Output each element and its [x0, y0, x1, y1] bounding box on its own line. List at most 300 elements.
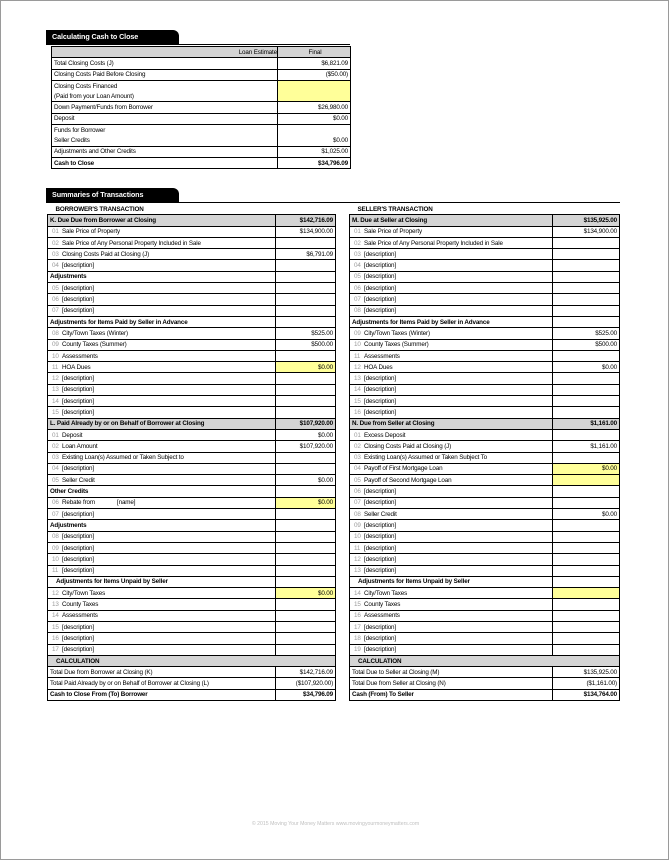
line-label: Closing Costs Paid at Closing (J) — [364, 442, 452, 450]
table-row — [48, 554, 336, 565]
line-value: $0.00 — [276, 429, 336, 440]
table-row — [350, 531, 620, 542]
table-row — [48, 475, 336, 486]
line-number: 01 — [52, 228, 59, 236]
line-label: [description] — [364, 499, 397, 507]
table-row — [48, 373, 336, 384]
line-label: [description] — [62, 296, 95, 304]
line-label: Assessments — [62, 352, 98, 360]
line-label: [description] — [364, 555, 397, 563]
table-row: Seller Credits $0.00 — [52, 135, 351, 146]
line-value — [553, 271, 620, 282]
table-row: Cash to Close $34,796.09 — [52, 157, 351, 168]
table-row — [48, 486, 336, 497]
table-row — [350, 283, 620, 294]
line-value — [553, 407, 620, 418]
line-label: [description] — [62, 567, 95, 575]
subsection-label: Adjustments — [48, 271, 276, 282]
calculation-label: Total Paid Already by or on Behalf of Borrower at Closing (L) — [48, 678, 276, 689]
table-row: Total Closing Costs (J) $6,821.09 — [52, 58, 351, 69]
table-row — [48, 689, 336, 700]
table-row — [350, 305, 620, 316]
line-number: 02 — [354, 442, 361, 450]
line-number: 06 — [52, 499, 59, 507]
table-row — [48, 204, 336, 215]
table-row — [350, 565, 620, 576]
transaction-title: BORROWER'S TRANSACTION — [55, 205, 144, 213]
subsection-label: Adjustments for Items Paid by Seller in Advance — [350, 316, 553, 327]
line-number: 07 — [354, 296, 361, 304]
table-row — [48, 520, 336, 531]
line-value — [553, 633, 620, 644]
section-header-total: $1,161.00 — [553, 418, 620, 429]
line-label: City/Town Taxes — [364, 589, 408, 597]
line-label: Payoff of Second Mortgage Loan — [364, 476, 452, 484]
table-row — [350, 294, 620, 305]
line-value — [553, 599, 620, 610]
line-number: 15 — [52, 408, 59, 416]
line-label: Sale Price of Property — [364, 228, 422, 236]
line-value[interactable] — [553, 475, 620, 486]
line-label: [description] — [364, 284, 397, 292]
line-label: [description] — [62, 646, 95, 654]
line-value — [553, 305, 620, 316]
table-row — [48, 497, 336, 508]
line-number: 17 — [52, 646, 59, 654]
section-header-label: N. Due from Seller at Closing — [350, 418, 553, 429]
line-label: [description] — [364, 262, 397, 270]
line-value: $134,900.00 — [276, 226, 336, 237]
calculation-label: Total Due from Borrower at Closing (K) — [48, 667, 276, 678]
table-row: Closing Costs Financed — [52, 80, 351, 91]
table-row — [350, 316, 620, 327]
line-number: 14 — [354, 386, 361, 394]
line-label: HOA Dues — [364, 363, 393, 371]
line-label: Deposit — [62, 431, 83, 439]
line-number: 18 — [354, 634, 361, 642]
line-value: $0.00 — [553, 362, 620, 373]
summaries-header: Summaries of Transactions — [46, 188, 179, 202]
line-number: 06 — [354, 488, 361, 496]
section-header-total: $135,925.00 — [553, 215, 620, 226]
line-number: 11 — [52, 567, 59, 575]
table-row — [48, 621, 336, 632]
line-value — [553, 610, 620, 621]
line-value[interactable]: $0.00 — [276, 362, 336, 373]
line-label: Seller Credit — [62, 476, 95, 484]
line-label: [description] — [364, 386, 397, 394]
line-value — [276, 531, 336, 542]
line-label: [description] — [364, 375, 397, 383]
table-row — [350, 407, 620, 418]
line-number: 17 — [354, 623, 361, 631]
line-value — [553, 396, 620, 407]
line-number: 02 — [52, 442, 59, 450]
table-row — [48, 633, 336, 644]
line-label: [description] — [62, 307, 95, 315]
line-number: 16 — [354, 408, 361, 416]
table-row — [350, 339, 620, 350]
table-row — [350, 204, 620, 215]
line-label: Loan Amount — [62, 442, 98, 450]
line-number: 12 — [354, 555, 361, 563]
line-number: 03 — [354, 250, 361, 258]
calculation-label: Cash to Close From (To) Borrower — [48, 689, 276, 700]
line-label: [description] — [62, 284, 95, 292]
line-label: [description] — [62, 634, 95, 642]
line-value: $107,920.00 — [276, 441, 336, 452]
line-number: 05 — [354, 476, 361, 484]
line-number: 12 — [52, 589, 59, 597]
table-row — [48, 610, 336, 621]
table-row — [350, 429, 620, 440]
table-row: Deposit $0.00 — [52, 113, 351, 124]
line-value — [276, 396, 336, 407]
line-value — [553, 486, 620, 497]
line-value — [276, 565, 336, 576]
line-label: [description] — [62, 555, 95, 563]
line-number: 14 — [52, 397, 59, 405]
table-row — [48, 339, 336, 350]
line-label: [description] — [364, 307, 397, 315]
subsection-label: Adjustments for Items Unpaid by Seller — [48, 576, 276, 587]
table-row — [350, 599, 620, 610]
line-label: Assessments — [364, 352, 400, 360]
line-value: $134,900.00 — [553, 226, 620, 237]
line-label: Excess Deposit — [364, 431, 406, 439]
line-label: [description] — [364, 623, 397, 631]
seller-transaction-table — [349, 204, 620, 701]
line-number: 10 — [52, 352, 59, 360]
table-row — [48, 328, 336, 339]
subsection-label: Other Credits — [48, 486, 276, 497]
table-row — [350, 271, 620, 282]
line-number: 13 — [354, 567, 361, 575]
table-row — [48, 362, 336, 373]
line-value: $500.00 — [276, 339, 336, 350]
line-label: [description] — [62, 375, 95, 383]
line-label: Sale Price of Property — [62, 228, 120, 236]
line-label: County Taxes — [62, 601, 99, 609]
table-row — [48, 294, 336, 305]
line-value — [276, 599, 336, 610]
line-label: City/Town Taxes (Winter) — [62, 329, 128, 337]
table-row — [48, 452, 336, 463]
line-value — [276, 554, 336, 565]
line-number: 09 — [52, 544, 59, 552]
subsection-label: Adjustments — [48, 520, 276, 531]
table-row — [48, 429, 336, 440]
cash-to-close-header: Calculating Cash to Close — [46, 30, 179, 44]
line-label: [description] — [62, 386, 95, 394]
line-label: County Taxes (Summer) — [62, 341, 127, 349]
line-label: [description] — [62, 262, 95, 270]
line-number: 08 — [52, 329, 59, 337]
line-label: [description] — [364, 521, 397, 529]
line-value — [553, 554, 620, 565]
line-number: 16 — [52, 634, 59, 642]
transaction-title: SELLER'S TRANSACTION — [357, 205, 433, 213]
line-value — [553, 452, 620, 463]
line-number: 05 — [354, 273, 361, 281]
line-number: 16 — [354, 612, 361, 620]
line-value: $525.00 — [276, 328, 336, 339]
table-row — [350, 237, 620, 248]
table-row — [48, 667, 336, 678]
line-value — [553, 429, 620, 440]
line-number: 05 — [52, 284, 59, 292]
table-row — [48, 283, 336, 294]
line-label: County Taxes — [364, 601, 401, 609]
line-number: 07 — [52, 307, 59, 315]
line-value — [553, 520, 620, 531]
footer-text: © 2015 Moving Your Money Matters www.movingyourmoneymatters.com — [251, 821, 420, 827]
line-value[interactable]: $0.00 — [553, 463, 620, 474]
table-row — [350, 396, 620, 407]
line-label: [description] — [364, 296, 397, 304]
line-number: 01 — [354, 228, 361, 236]
table-row — [48, 226, 336, 237]
line-value — [553, 497, 620, 508]
line-number: 08 — [354, 307, 361, 315]
line-value: $0.00 — [553, 509, 620, 520]
line-value — [553, 249, 620, 260]
line-value[interactable] — [553, 588, 620, 599]
line-value — [276, 452, 336, 463]
table-row — [350, 667, 620, 678]
table-row — [350, 486, 620, 497]
col-final: Final — [278, 47, 351, 58]
table-row — [48, 644, 336, 655]
table-row — [48, 441, 336, 452]
calculation-value: $34,796.09 — [276, 689, 336, 700]
table-row: Closing Costs Paid Before Closing ($50.00) — [52, 69, 351, 80]
line-number: 13 — [354, 375, 361, 383]
line-number: 05 — [52, 476, 59, 484]
table-row: (Paid from your Loan Amount) — [52, 91, 351, 102]
line-value — [276, 542, 336, 553]
line-number: 15 — [52, 623, 59, 631]
line-label: [description] — [62, 408, 95, 416]
calculation-value: $142,716.09 — [276, 667, 336, 678]
table-row — [48, 509, 336, 520]
line-value: $6,791.09 — [276, 249, 336, 260]
line-label: [description] — [364, 408, 397, 416]
calculation-label: Total Due to Seller at Closing (M) — [350, 667, 553, 678]
calculation-value: ($107,920.00) — [276, 678, 336, 689]
cash-to-close-rule — [46, 44, 350, 45]
line-number: 14 — [354, 589, 361, 597]
line-number: 03 — [354, 454, 361, 462]
table-row — [350, 418, 620, 429]
table-row — [48, 576, 336, 587]
table-row — [350, 452, 620, 463]
table-row — [48, 542, 336, 553]
table-row — [350, 497, 620, 508]
line-value — [553, 350, 620, 361]
table-row: Down Payment/Funds from Borrower $26,980.00 — [52, 102, 351, 113]
line-value — [553, 373, 620, 384]
line-value — [276, 610, 336, 621]
line-label: Assessments — [364, 612, 400, 620]
line-number: 15 — [354, 397, 361, 405]
financed-input[interactable] — [278, 80, 351, 102]
line-number: 10 — [354, 341, 361, 349]
table-row — [48, 588, 336, 599]
line-value: $1,161.00 — [553, 441, 620, 452]
line-value — [553, 237, 620, 248]
table-row — [350, 689, 620, 700]
line-label: Existing Loan(s) Assumed or Taken Subject To — [364, 454, 488, 462]
line-value — [276, 350, 336, 361]
line-number: 11 — [354, 352, 361, 360]
line-number: 01 — [52, 431, 59, 439]
line-value — [276, 237, 336, 248]
table-row — [350, 588, 620, 599]
line-value: $0.00 — [276, 475, 336, 486]
line-label: City/Town Taxes — [62, 589, 106, 597]
table-row — [350, 475, 620, 486]
calculation-value: ($1,161.00) — [553, 678, 620, 689]
rebate-name: [name] — [117, 499, 136, 507]
line-value — [276, 509, 336, 520]
line-number: 11 — [52, 363, 59, 371]
calculation-label: Cash (From) To Seller — [350, 689, 553, 700]
table-row — [350, 576, 620, 587]
line-value — [553, 565, 620, 576]
table-row — [350, 215, 620, 226]
table-row — [350, 678, 620, 689]
line-number: 02 — [354, 239, 361, 247]
table-row — [48, 655, 336, 666]
table-row — [48, 237, 336, 248]
borrower-transaction-table — [47, 204, 336, 701]
line-value — [553, 542, 620, 553]
line-number: 12 — [354, 363, 361, 371]
table-row — [350, 621, 620, 632]
line-number: 08 — [52, 533, 59, 541]
line-value — [276, 260, 336, 271]
line-number: 04 — [52, 262, 59, 270]
table-row — [48, 599, 336, 610]
table-row — [48, 316, 336, 327]
line-number: 14 — [52, 612, 59, 620]
line-label: Payoff of First Mortgage Loan — [364, 465, 443, 473]
line-value: $500.00 — [553, 339, 620, 350]
line-label: County Taxes (Summer) — [364, 341, 429, 349]
section-header-total: $107,920.00 — [276, 418, 336, 429]
table-row — [350, 633, 620, 644]
table-row — [350, 655, 620, 666]
line-label: [description] — [364, 273, 397, 281]
line-number: 12 — [52, 375, 59, 383]
calculation-value: $134,764.00 — [553, 689, 620, 700]
line-value — [276, 294, 336, 305]
section-header-label: M. Due at Seller at Closing — [350, 215, 553, 226]
line-label: [description] — [62, 544, 95, 552]
line-number: 01 — [354, 431, 361, 439]
line-value[interactable]: $0.00 — [276, 497, 336, 508]
line-value — [276, 407, 336, 418]
table-row — [350, 384, 620, 395]
line-value: $525.00 — [553, 328, 620, 339]
line-number: 06 — [52, 296, 59, 304]
line-number: 11 — [354, 544, 361, 552]
table-row — [350, 610, 620, 621]
table-row — [48, 260, 336, 271]
line-label: [description] — [364, 397, 397, 405]
table-row: Adjustments and Other Credits $1,025.00 — [52, 146, 351, 157]
line-value — [276, 644, 336, 655]
line-value[interactable]: $0.00 — [276, 588, 336, 599]
line-value — [276, 633, 336, 644]
subsection-label: Adjustments for Items Unpaid by Seller — [350, 576, 553, 587]
line-label: City/Town Taxes (Winter) — [364, 329, 430, 337]
line-label: [description] — [364, 250, 397, 258]
table-row — [48, 271, 336, 282]
table-row — [48, 463, 336, 474]
line-number: 09 — [354, 521, 361, 529]
subsection-label: Adjustments for Items Paid by Seller in Advance — [48, 316, 276, 327]
table-row — [48, 215, 336, 226]
line-label: Rebate from — [62, 499, 95, 507]
line-label: [description] — [62, 465, 95, 473]
table-row — [350, 509, 620, 520]
table-row — [48, 418, 336, 429]
line-number: 13 — [52, 601, 59, 609]
line-value — [276, 305, 336, 316]
table-row — [48, 531, 336, 542]
table-row — [350, 226, 620, 237]
line-label: [description] — [364, 567, 397, 575]
line-label: [description] — [364, 634, 397, 642]
table-row — [350, 362, 620, 373]
line-value — [553, 294, 620, 305]
calculation-header: CALCULATION — [350, 655, 553, 666]
table-row — [350, 463, 620, 474]
table-row — [48, 350, 336, 361]
line-label: Sale Price of Any Personal Property Included in Sale — [62, 239, 201, 247]
line-value — [276, 373, 336, 384]
table-row — [350, 441, 620, 452]
table-row — [350, 260, 620, 271]
table-row — [48, 384, 336, 395]
line-value — [276, 384, 336, 395]
table-row — [350, 328, 620, 339]
summaries-rule — [46, 202, 620, 203]
line-number: 10 — [354, 533, 361, 541]
line-number: 13 — [52, 386, 59, 394]
line-number: 07 — [354, 499, 361, 507]
section-header-total: $142,716.09 — [276, 215, 336, 226]
line-value — [553, 644, 620, 655]
table-row — [350, 249, 620, 260]
table-row — [350, 373, 620, 384]
table-row: Funds for Borrower — [52, 125, 351, 136]
line-label: Existing Loan(s) Assumed or Taken Subject to — [62, 454, 184, 462]
section-header-label: L. Paid Already by or on Behalf of Borrower at Closing — [48, 418, 276, 429]
table-row — [350, 554, 620, 565]
line-value — [276, 283, 336, 294]
table-row — [350, 644, 620, 655]
calculation-value: $135,925.00 — [553, 667, 620, 678]
line-label: [description] — [364, 533, 397, 541]
line-label: [description] — [62, 533, 95, 541]
line-value — [553, 384, 620, 395]
line-value — [553, 283, 620, 294]
table-row — [350, 520, 620, 531]
section-header-label: K. Due Due from Borrower at Closing — [48, 215, 276, 226]
